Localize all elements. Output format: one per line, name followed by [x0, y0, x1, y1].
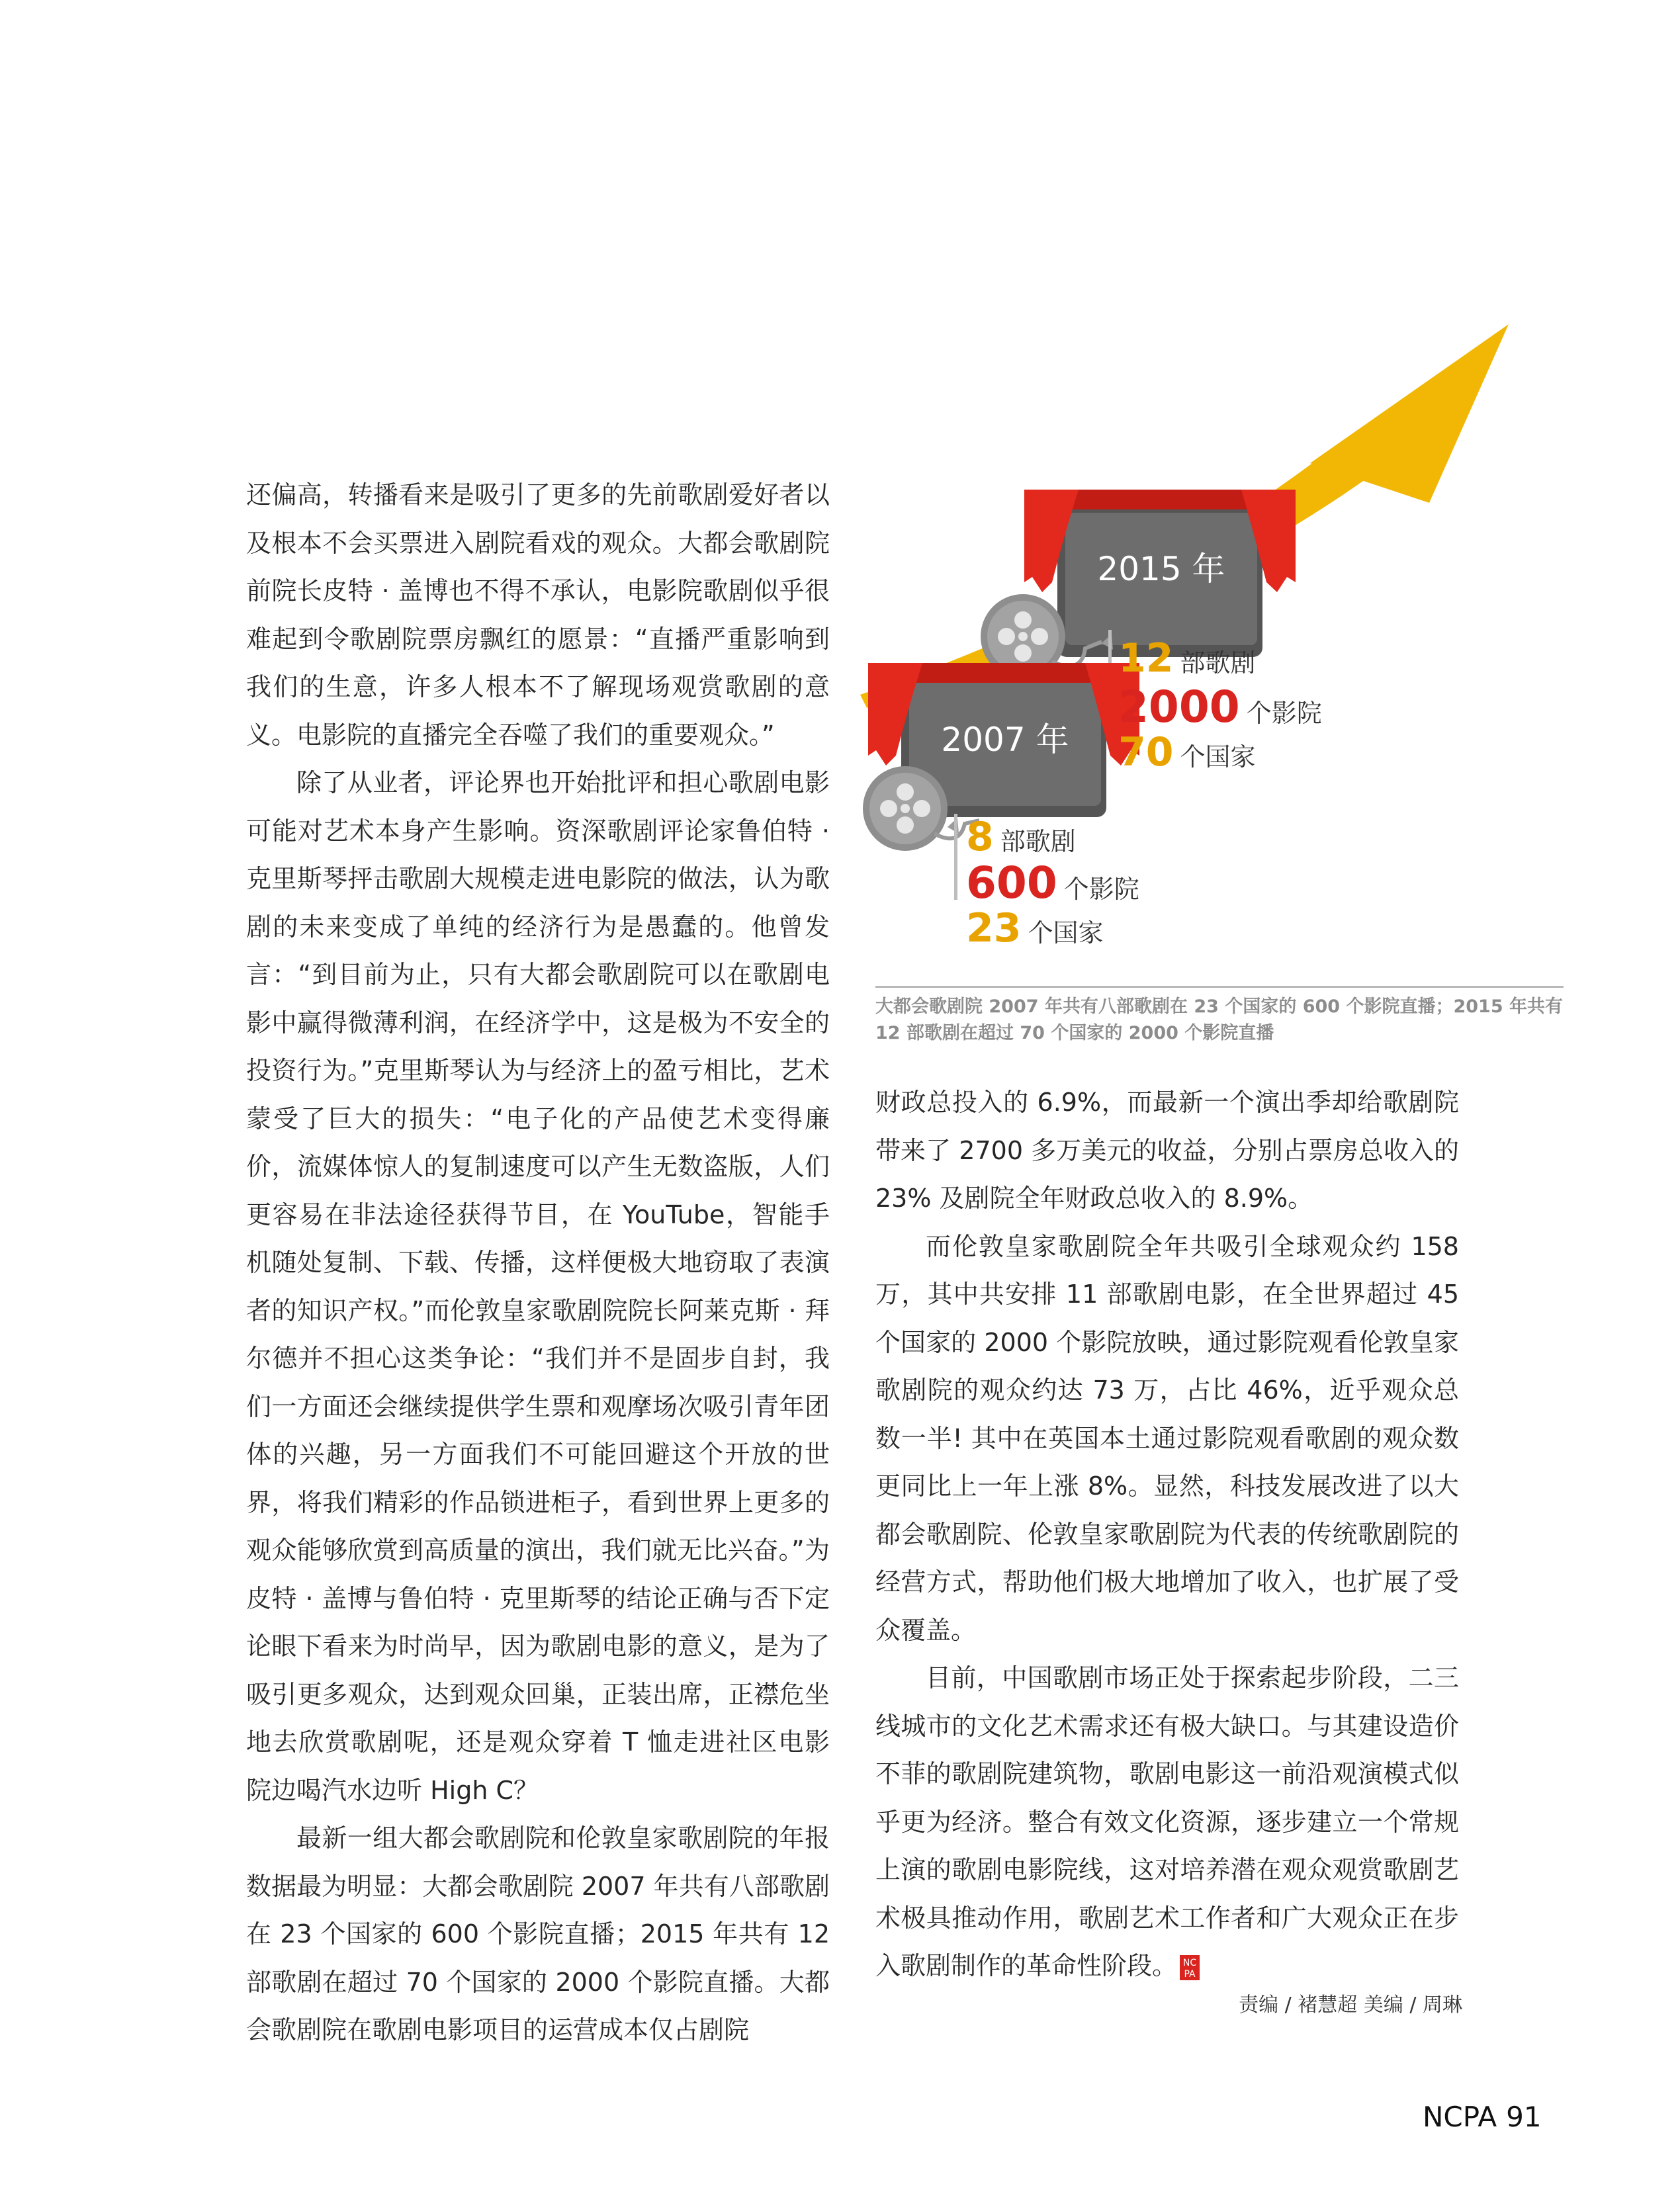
paragraph: 财政总投入的 6.9%，而最新一个演出季却给歌剧院带来了 2700 多万美元的收益，分别占票房总收入的 23% 及剧院全年财政总收入的 8.9%。: [875, 1088, 1459, 1213]
figure-caption: 大都会歌剧院 2007 年共有八部歌剧在 23 个国家的 600 个影院直播；2015 年共有 12 部歌剧在超过 70 个国家的 2000 个影院直播: [875, 996, 1564, 1043]
left-text-column: [246, 471, 830, 2054]
paragraph: 还偏高，转播看来是吸引了更多的先前歌剧爱好者以及根本不会买票进入剧院看戏的观众。大都会歌剧院前院长皮特 · 盖博也不得不承认，电影院歌剧似乎很难起到令歌剧院票房飘红的愿景：“直播严重影响到我们的生意，许多人根本不了解现场观赏歌剧的意义。电影院的直播完全吞噬了我们的重要观众。”: [246, 480, 830, 750]
stat-number: 600: [966, 857, 1057, 908]
stat-number: 23: [966, 905, 1022, 951]
paragraph: [875, 1654, 1459, 1990]
stat-number: 12: [1118, 635, 1174, 681]
ncpa-end-mark-icon: [1180, 1955, 1200, 1980]
page-number: 91: [1506, 2101, 1542, 2133]
stat-label: 部歌剧: [1000, 827, 1076, 856]
opera-cinema-infographic: [854, 311, 1568, 986]
stat-label: 个影院: [1063, 875, 1139, 904]
page-folio: [1423, 2101, 1542, 2133]
magazine-name: NCPA: [1423, 2101, 1497, 2133]
stat-label: 部歌剧: [1180, 648, 1256, 678]
year-label-2007: 2007 年: [941, 721, 1069, 759]
stat-2015-operas: [1118, 635, 1256, 681]
paragraph: 而伦敦皇家歌剧院全年共吸引全球观众约 158 万，其中共安排 11 部歌剧电影，在全世界超过 45 个国家的 2000 个影院放映，通过影院观看伦敦皇家歌剧院的观众约达 73 万，占比 46%，近乎观众总数一半! 其中在英国本土通过影院观看歌剧的观众数更同比上一年上涨 8%。显然，科技发展改进了以大都会歌剧院、伦敦皇家歌剧院为代表的传统歌剧院的经营方式，帮助他们极大地增加了收入，也扩展了受众覆盖。: [875, 1231, 1459, 1645]
end-mark-line1: NC: [1182, 1957, 1197, 1968]
stat-2015-countries: [1118, 729, 1256, 775]
stat-2007-countries: [966, 905, 1104, 951]
stat-2007-cinemas: [966, 857, 1139, 908]
stat-number: 70: [1118, 729, 1174, 775]
paragraph-text: 目前，中国歌剧市场正处于探索起步阶段，二三线城市的文化艺术需求还有极大缺口。与其建设造价不菲的歌剧院建筑物，歌剧电影这一前沿观演模式似乎更为经济。整合有效文化资源，逐步建立一个常规上演的歌剧电影院线，这对培养潜在观众观赏歌剧艺术极具推动作用，歌剧艺术工作者和广大观众正在步入歌剧制作的革命性阶段。: [875, 1663, 1459, 1980]
year-label-2015: 2015 年: [1097, 550, 1225, 588]
stat-label: 个影院: [1246, 699, 1322, 728]
end-mark-line2: PA: [1184, 1968, 1196, 1980]
paragraph: 最新一组大都会歌剧院和伦敦皇家歌剧院的年报数据最为明显：大都会歌剧院 2007 年共有八部歌剧在 23 个国家的 600 个影院直播；2015 年共有 12 部歌剧在超过 70 个国家的 2000 个影院直播。大都会歌剧院在歌剧电影项目的运营成本仅占剧院: [246, 1823, 830, 2044]
editor-credits: 责编 / 褚慧超 美编 / 周琳: [1239, 1993, 1462, 2017]
caption-divider: [875, 986, 1564, 988]
stat-2015-cinemas: [1118, 681, 1322, 732]
stat-label: 个国家: [1028, 918, 1104, 947]
paragraph: 除了从业者，评论界也开始批评和担心歌剧电影可能对艺术本身产生影响。资深歌剧评论家鲁伯特 · 克里斯琴抨击歌剧大规模走进电影院的做法，认为歌剧的未来变成了单纯的经济行为是愚蠢的。他曾发言：“到目前为止，只有大都会歌剧院可以在歌剧电影中赢得微薄利润，在经济学中，这是极为不安全的投资行为。”克里斯琴认为与经济上的盈亏相比，艺术蒙受了巨大的损失：“电子化的产品使艺术变得廉价，流媒体惊人的复制速度可以产生无数盗版，人们更容易在非法途径获得节目，在 YouTube，智能手机随处复制、下载、传播，这样便极大地窃取了表演者的知识产权。”而伦敦皇家歌剧院院长阿莱克斯 · 拜尔德并不担心这类争论：“我们并不是固步自封，我们一方面还会继续提供学生票和观摩场次吸引青年团体的兴趣，另一方面我们不可能回避这个开放的世界，将我们精彩的作品锁进柜子，看到世界上更多的观众能够欣赏到高质量的演出，我们就无比兴奋。”为皮特 · 盖博与鲁伯特 · 克里斯琴的结论正确与否下定论眼下看来为时尚早，因为歌剧电影的意义，是为了吸引更多观众，达到观众回巢，正装出席，正襟危坐地去欣赏歌剧呢，还是观众穿着 T 恤走进社区电影院边喝汽水边听 High C？: [246, 768, 830, 1805]
right-text-column: [875, 1078, 1459, 1990]
stat-2007-operas: [966, 814, 1076, 860]
stat-number: 8: [966, 814, 994, 860]
stat-label: 个国家: [1180, 742, 1256, 771]
stat-number: 2000: [1118, 681, 1240, 732]
